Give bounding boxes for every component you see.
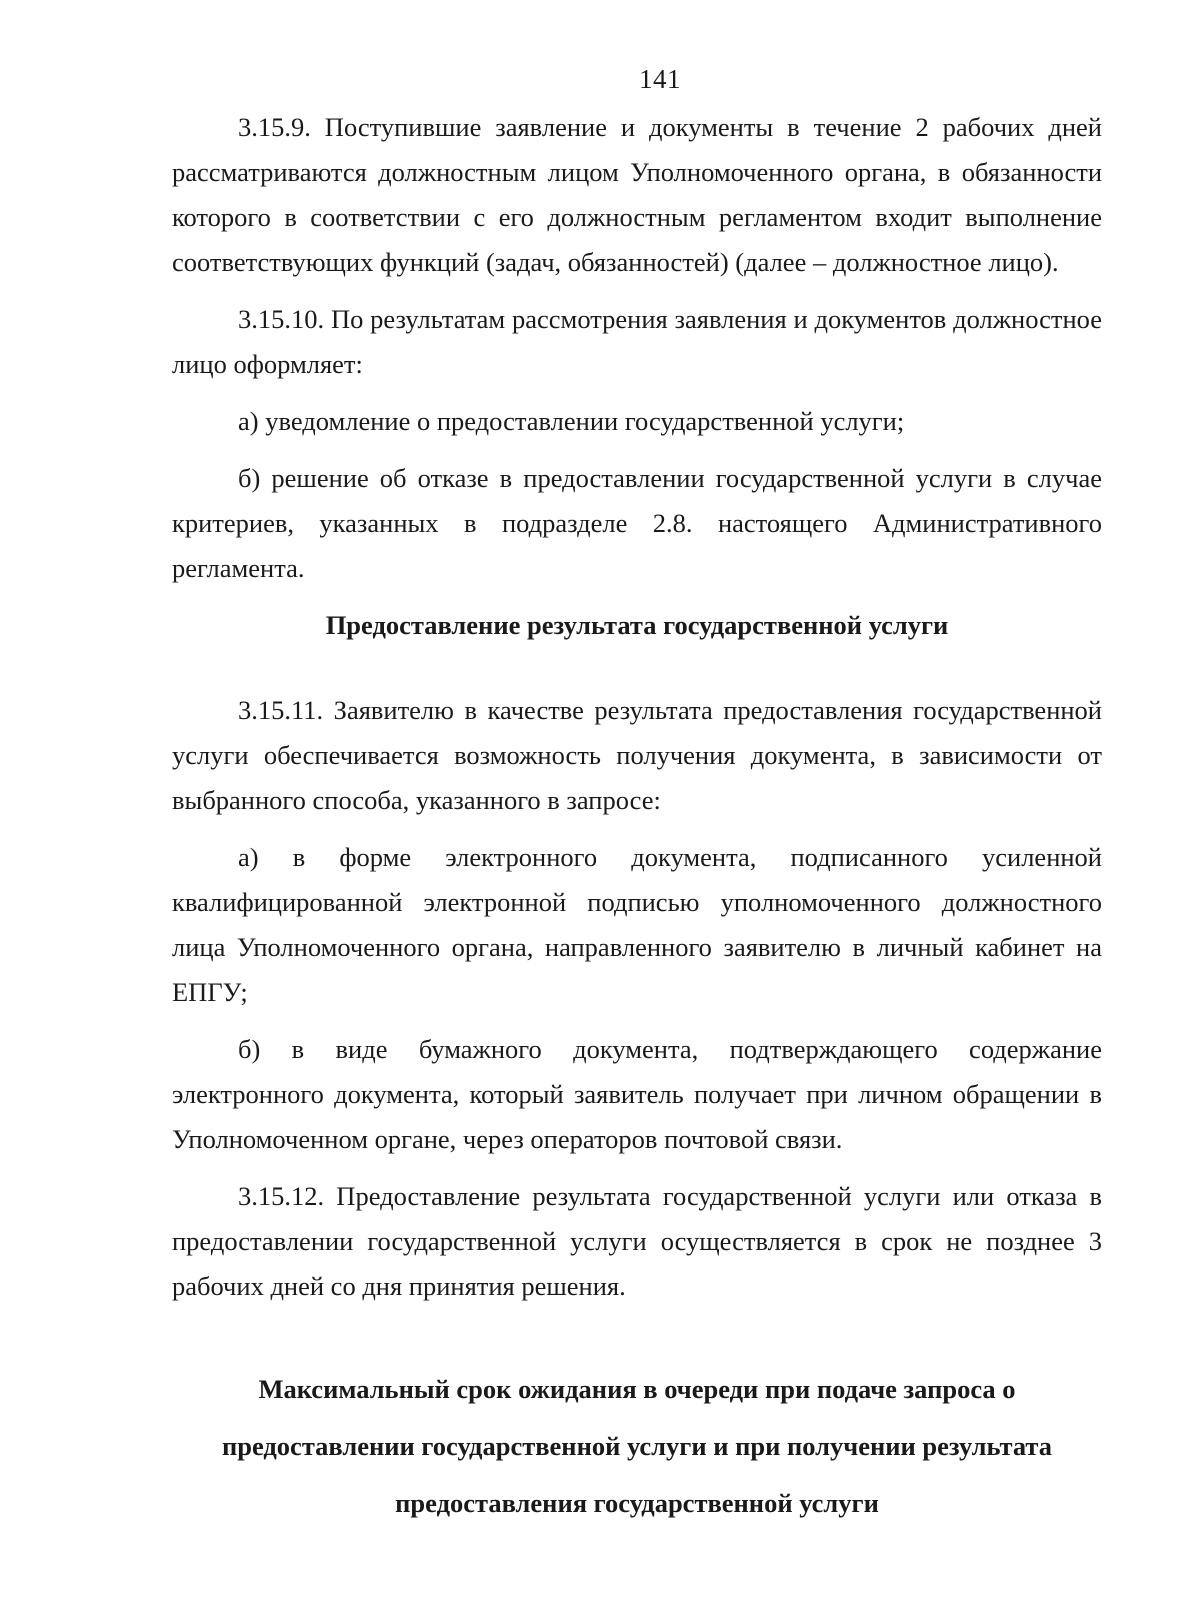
list-item-b-refusal: б) решение об отказе в предоставлении государственной услуги в случае критериев, указанных в подразделе 2.8. настоящего Административного регламента.	[172, 463, 1102, 583]
list-item-a-electronic: а) в форме электронного документа, подписанного усиленной квалифицированной электронной подписью уполномоченного должностного лица Уполномоченного органа, направленного заявителю в личный кабинет на ЕПГУ;	[172, 842, 1102, 1007]
heading-line-1: Максимальный срок ожидания в очереди при подаче запроса о	[258, 1374, 1016, 1404]
page-body	[172, 105, 1102, 1526]
list-item-a-notification: а) уведомление о предоставлении государственной услуги;	[238, 406, 905, 436]
heading-line-3: предоставления государственной услуги	[395, 1488, 879, 1518]
paragraph-3-15-11: 3.15.11. Заявителю в качестве результата предоставления государственной услуги обеспечивается возможность получения документа, в зависимости от выбранного способа, указанного в запросе:	[172, 695, 1102, 815]
list-item-b-paper: б) в виде бумажного документа, подтверждающего содержание электронного документа, который заявитель получает при личном обращении в Уполномоченном органе, через операторов почтовой связи.	[172, 1034, 1102, 1154]
page-number: 141	[639, 64, 681, 94]
heading-line-2: предоставлении государственной услуги и при получении результата	[221, 1431, 1052, 1461]
paragraph-3-15-12: 3.15.12. Предоставление результата государственной услуги или отказа в предоставлении государственной услуги осуществляется в срок не позднее 3 рабочих дней со дня принятия решения.	[172, 1181, 1102, 1301]
section-heading-max-wait	[172, 1367, 1102, 1526]
paragraph-3-15-9: 3.15.9. Поступившие заявление и документы в течение 2 рабочих дней рассматриваются должностным лицом Уполномоченного органа, в обязанности которого в соответствии с его должностным регламентом входит выполнение соответствующих функций (задач, обязанностей) (далее – должностное лицо).	[172, 112, 1102, 277]
paragraph-3-15-10: 3.15.10. По результатам рассмотрения заявления и документов должностное лицо оформляет:	[172, 304, 1102, 379]
section-heading-result: Предоставление результата государственной услуги	[325, 610, 949, 640]
